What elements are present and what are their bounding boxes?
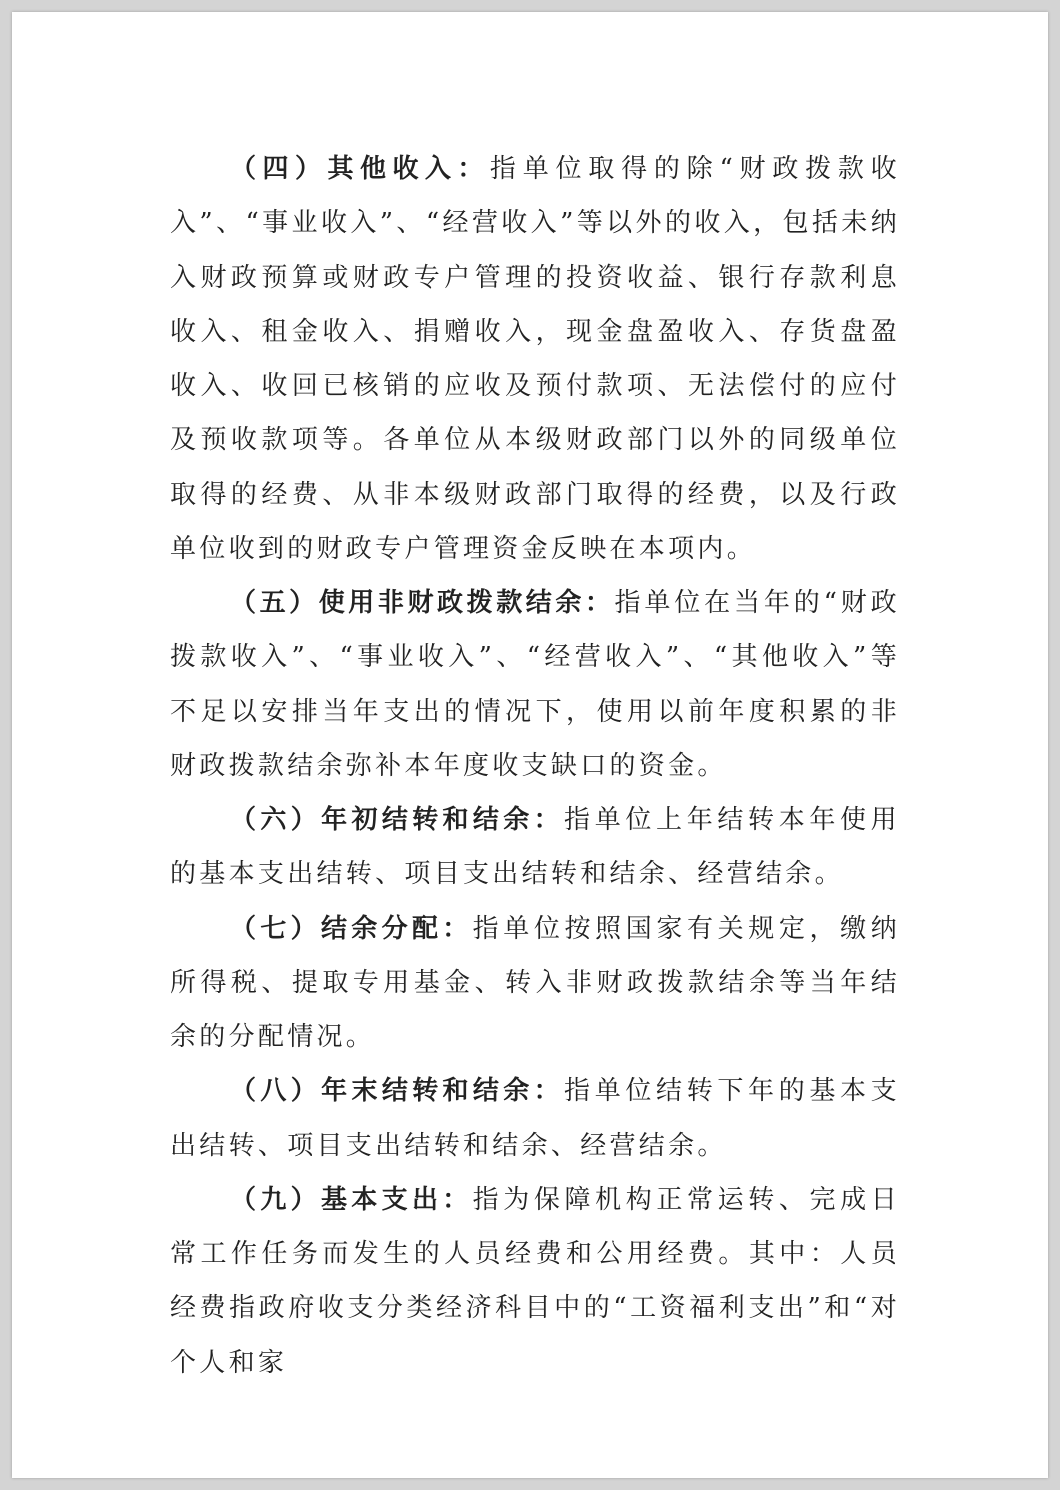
paragraph-opening-carryover <box>170 793 900 902</box>
paragraph-other-income <box>170 142 900 576</box>
paragraph-basic-expenditure <box>170 1173 900 1390</box>
paragraph-heading: （六）年初结转和结余： <box>230 805 565 835</box>
paragraph-heading: （四）其他收入： <box>230 154 490 184</box>
paragraph-text: 指单位在当年的“财政拨款收入”、“事业收入”、“经营收入”、“其他收入”等不足以安排当年支出的情况下，使用以前年度积累的非财政拨款结余弥补本年度收支缺口的资金。 <box>170 588 900 781</box>
paragraph-text: 指单位按照国家有关规定，缴纳所得税、提取专用基金、转入非财政拨款结余等当年结余的分配情况。 <box>170 913 900 1052</box>
paragraph-closing-carryover <box>170 1064 900 1173</box>
paragraph-heading: （九）基本支出： <box>230 1184 473 1215</box>
paragraph-heading: （八）年末结转和结余： <box>230 1076 565 1107</box>
paragraph-heading: （七）结余分配： <box>230 913 473 944</box>
paragraph-non-fiscal-balance <box>170 576 900 793</box>
paragraph-text: 指单位上年结转本年使用的基本支出结转、项目支出结转和结余、经营结余。 <box>170 805 900 890</box>
paragraph-balance-distribution <box>170 902 900 1065</box>
document-page <box>12 12 1048 1478</box>
paragraph-text: 指单位结转下年的基本支出结转、项目支出结转和结余、经营结余。 <box>170 1076 900 1161</box>
document-body <box>170 142 900 1390</box>
paragraph-text: 指为保障机构正常运转、完成日常工作任务而发生的人员经费和公用经费。其中：人员经费指政府收支分类经济科目中的“工资福利支出”和“对个人和家 <box>170 1184 900 1378</box>
paragraph-text: 指单位取得的除“财政拨款收入”、“事业收入”、“经营收入”等以外的收入，包括未纳入财政预算或财政专户管理的投资收益、银行存款利息收入、租金收入、捐赠收入，现金盘盈收入、存货盘盈收入、收回已核销的应收及预付款项、无法偿付的应付及预收款项等。各单位从本级财政部门以外的同级单位取得的经费、从非本级财政部门取得的经费，以及行政单位收到的财政专户管理资金反映在本项内。 <box>170 154 900 564</box>
paragraph-heading: （五）使用非财政拨款结余： <box>230 588 615 618</box>
